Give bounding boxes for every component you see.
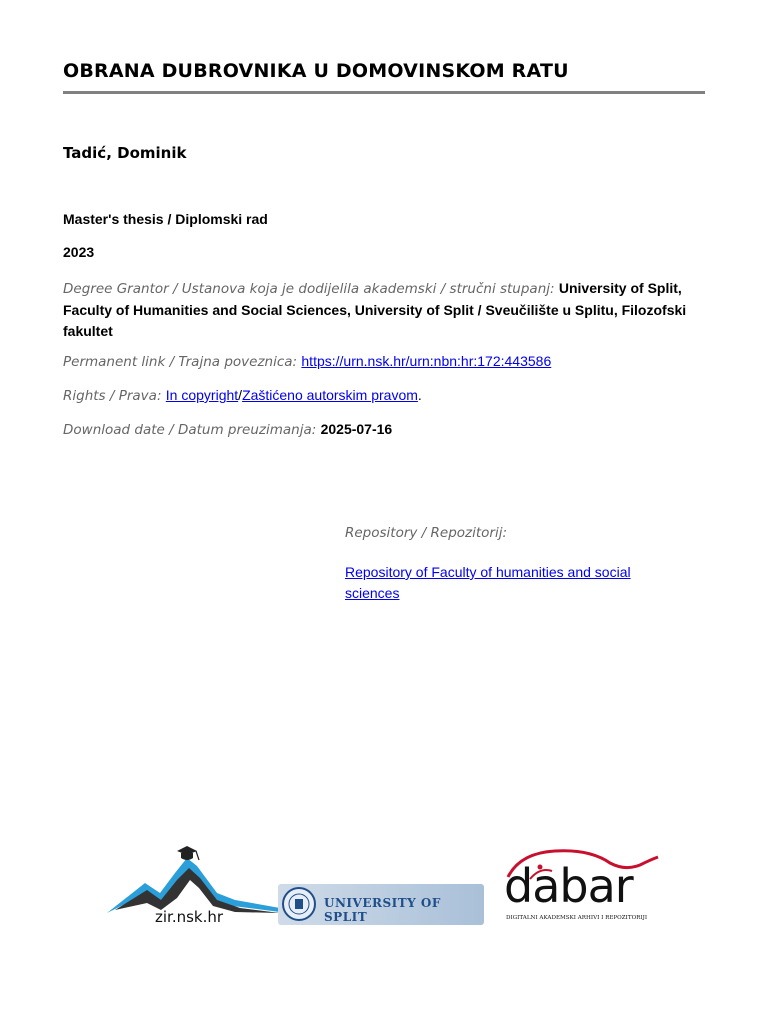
university-seal-icon [281,886,317,922]
zir-logo-text: zir.nsk.hr [155,908,224,926]
title-divider [63,91,705,94]
dabar-logo[interactable] [500,845,665,930]
grantor-label: Degree Grantor / Ustanova koja je dodijelila akademski / stručni stupanj: [63,281,555,297]
thesis-year: 2023 [63,244,95,260]
thesis-type: Master's thesis / Diplomski rad [63,211,268,227]
repository-label: Repository / Repozitorij: [345,525,508,541]
download-value: 2025-07-16 [320,421,393,437]
university-of-split-logo[interactable] [278,884,484,925]
rights-separator: / [238,387,243,403]
dabar-subtitle: DIGITALNI AKADEMSKI ARHIVI I REPOZITORIJI [506,915,648,921]
rights-zasticeno-link[interactable]: Zaštićeno autorskim pravom [242,387,418,403]
author-name: Tadić, Dominik [63,144,187,162]
permanent-link-row [63,353,551,370]
zir-logo[interactable] [105,838,285,933]
download-date-row [63,421,392,438]
rights-suffix: . [417,387,422,403]
repository-link[interactable]: Repository of Faculty of humanities and social sciences [345,564,631,601]
rights-row [63,387,422,404]
rights-label: Rights / Prava: [63,388,162,404]
dabar-logo-text: dabar [504,859,633,913]
degree-grantor [63,278,703,343]
split-logo-text: UNIVERSITY OF SPLIT [324,896,441,924]
rights-in-copyright-link[interactable]: In copyright [165,387,239,403]
grantor-value: University of Split, Faculty of Humanities and Social Sciences, University of Split / Sveučilište u Splitu, Filozofski fakultet [63,280,687,339]
repository-link-wrap [345,562,645,603]
permalink-url[interactable]: https://urn.nsk.hr/urn:nbn:hr:172:443586 [301,353,552,369]
document-title: OBRANA DUBROVNIKA U DOMOVINSKOM RATU [63,60,569,82]
permalink-label: Permanent link / Trajna poveznica: [63,354,298,370]
download-label: Download date / Datum preuzimanja: [63,422,317,438]
